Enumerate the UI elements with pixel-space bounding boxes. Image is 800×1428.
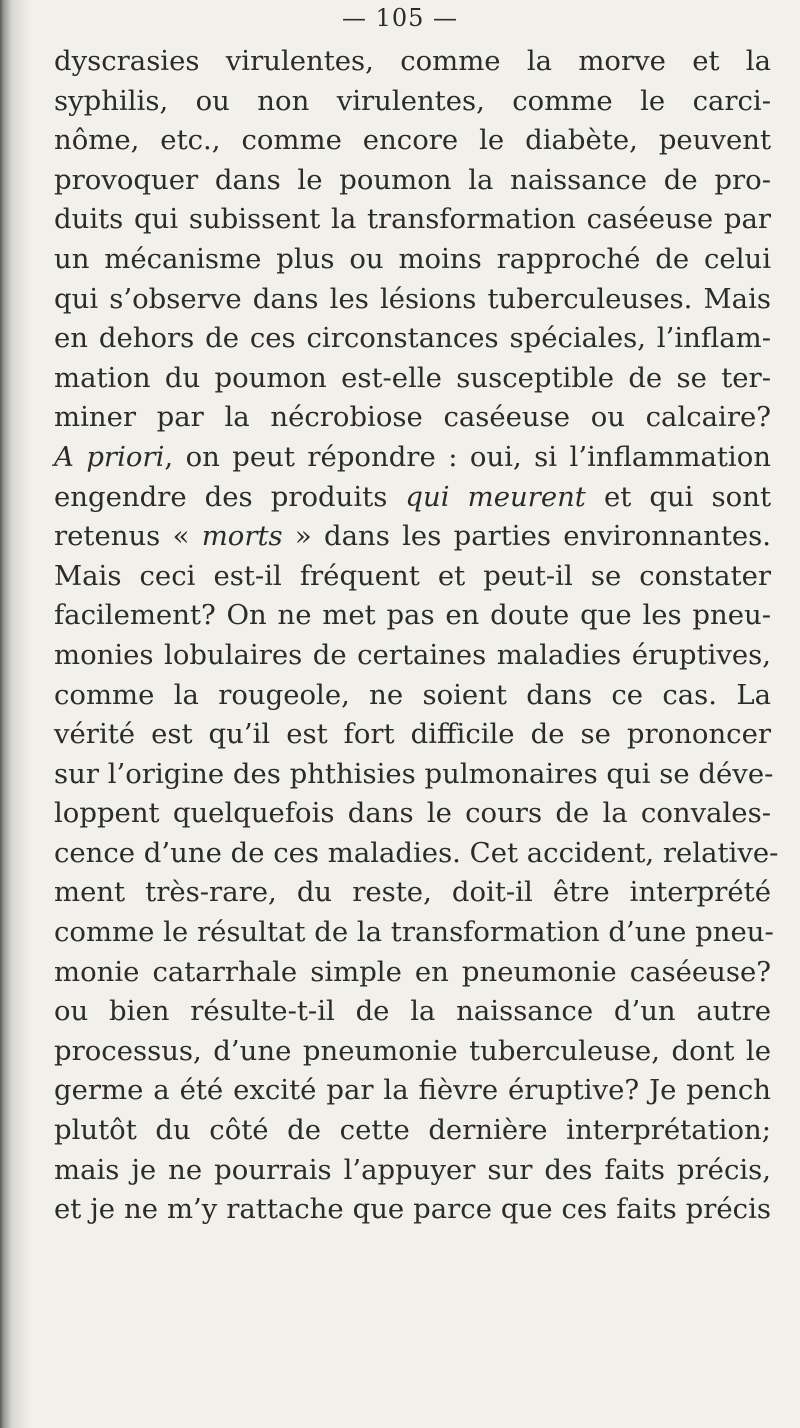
binding-shadow <box>0 0 30 1428</box>
text-line: miner par la nécrobiose caséeuse ou calcaire? <box>54 401 771 434</box>
text-line: sur l’origine des phthisies pulmonaires qui se déve- <box>54 757 774 790</box>
italic-phrase: morts <box>201 520 283 553</box>
text-span: engendre des produits <box>54 480 406 513</box>
text-line: ou bien résulte-t-il de la naissance d’un autre <box>54 995 771 1028</box>
italic-phrase: A priori <box>54 440 165 473</box>
text-line <box>54 517 771 557</box>
text-line: Mais ceci est-il fréquent et peut-il se constater <box>54 559 771 592</box>
text-line: et je ne m’y rattache que parce que ces faits précis <box>54 1193 771 1226</box>
text-line: monies lobulaires de certaines maladies éruptives, <box>54 638 771 671</box>
text-line: mais je ne pourrais l’appuyer sur des faits précis, <box>54 1153 771 1186</box>
text-line: cence d’une de ces maladies. Cet accident, relative- <box>54 836 779 869</box>
text-line <box>54 438 771 478</box>
text-line: provoquer dans le poumon la naissance de pro- <box>54 163 771 196</box>
body-text <box>54 42 779 1230</box>
text-line: un mécanisme plus ou moins rapproché de celui <box>54 242 771 275</box>
text-line: vérité est qu’il est fort difficile de se prononcer <box>54 718 771 751</box>
text-line: qui s’observe dans les lésions tuberculeuses. Mais <box>54 282 771 315</box>
italic-phrase: qui meurent <box>405 480 586 513</box>
text-line: en dehors de ces circonstances spéciales, l’inflam- <box>54 322 771 355</box>
text-line <box>54 478 771 518</box>
text-line: nôme, etc., comme encore le diabète, peuvent <box>54 124 771 157</box>
text-line: plutôt du côté de cette dernière interprétation; <box>54 1114 771 1147</box>
text-line: dyscrasies virulentes, comme la morve et la <box>54 45 771 77</box>
text-line: processus, d’une pneumonie tuberculeuse, dont le <box>54 1034 771 1067</box>
text-line: syphilis, ou non virulentes, comme le carci- <box>54 84 771 117</box>
text-span: » dans les parties environnantes. <box>282 520 771 553</box>
text-span: , on peut répondre : oui, si l’inflammation <box>164 440 771 473</box>
text-line: duits qui subissent la transformation caséeuse par <box>54 203 771 236</box>
text-line: comme la rougeole, ne soient dans ce cas. La <box>54 678 771 711</box>
text-line: comme le résultat de la transformation d’une pneu- <box>54 916 774 949</box>
text-span: et qui sont <box>585 480 771 513</box>
text-line: ment très-rare, du reste, doit-il être interprété <box>54 876 771 909</box>
text-line: germe a été excité par la fièvre éruptive? Je pench <box>54 1074 771 1107</box>
text-line: facilement? On ne met pas en doute que les pneu- <box>54 599 771 632</box>
text-line: mation du poumon est-elle susceptible de se ter- <box>54 361 771 394</box>
text-line: monie catarrhale simple en pneumonie caséeuse? <box>54 955 771 988</box>
text-line: loppent quelquefois dans le cours de la convales- <box>54 797 771 830</box>
page-number: — 105 — <box>341 4 459 32</box>
text-span: retenus « <box>54 520 202 553</box>
